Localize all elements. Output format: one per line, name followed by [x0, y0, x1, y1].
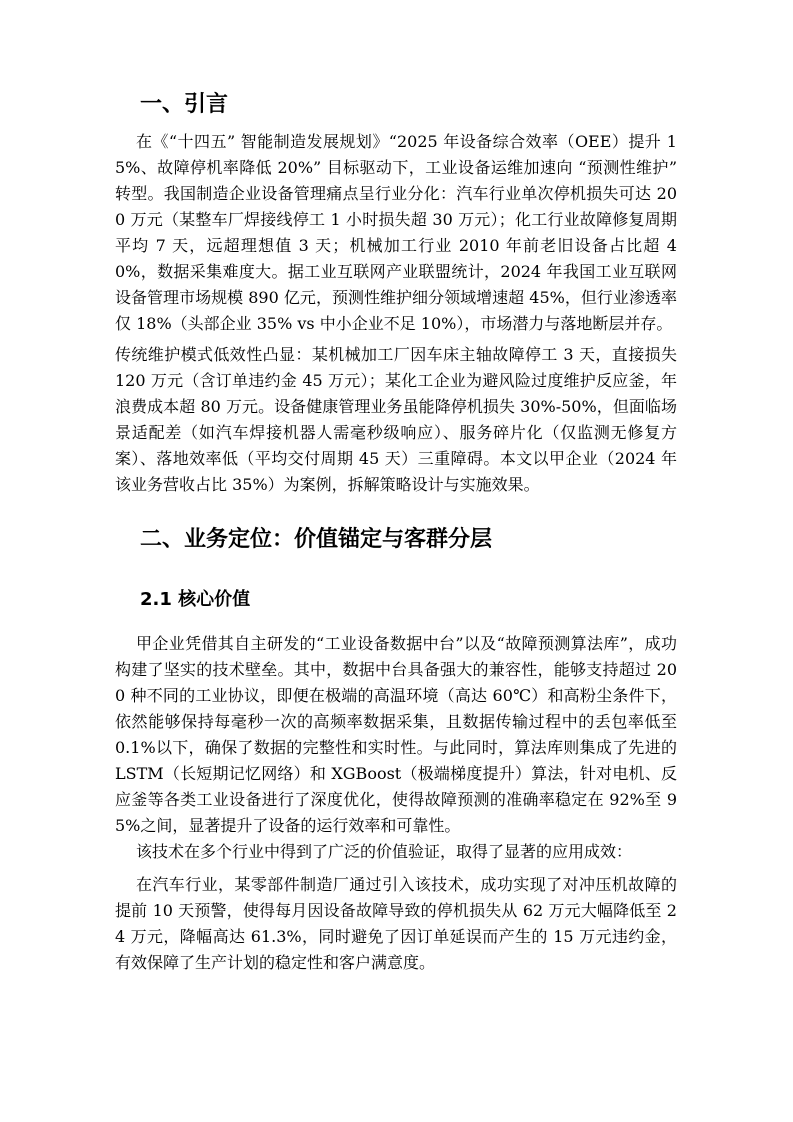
paragraph-core-value-technology: 甲企业凭借其自主研发的“工业设备数据中台”以及“故障预测算法库”，成功构建了坚实的技术壁垒。其中，数据中台具备强大的兼容性，能够支持超过 200 种不同的工业协议，即便在极端的高温环境（高达 60℃）和高粉尘条件下，依然能够保持每毫秒一次的高频率数据采集，且数据传输过程中的丢包率低至 0.1%以下，确保了数据的完整性和实时性。与此同时，算法库则集成了先进的 LSTM（长短期记忆网络）和 XGBoost（极端梯度提升）算法，针对电机、反应釜等各类工业设备进行了深度优化，使得故障预测的准确率稳定在 92%至 95%之间，显著提升了设备的运行效率和可靠性。: [115, 634, 677, 835]
paragraph-automotive-case: 在汽车行业，某零部件制造厂通过引入该技术，成功实现了对冲压机故障的提前 10 天预警，使得每月因设备故障导致的停机损失从 62 万元大幅降低至 24 万元，降幅高达 61.3%，同时避免了因订单延误而产生的 15 万元违约金，有效保障了生产计划的稳定性和客户满意度。: [115, 875, 677, 972]
paragraph-traditional-maintenance-inefficiency: 传统维护模式低效性凸显：某机械加工厂因车床主轴故障停工 3 天，直接损失 120 万元（含订单违约金 45 万元）；某化工企业为避风险过度维护反应釜，年浪费成本超 80 万元。设备健康管理业务虽能降停机损失 30%-50%，但面临场景适配差（如汽车焊接机器人需毫秒级响应）、服务碎片化（仅监测无修复方案）、落地效率低（平均交付周期 45 天）三重障碍。本文以甲企业（2024 年该业务营收占比 35%）为案例，拆解策略设计与实施效果。: [115, 345, 677, 494]
section-1-heading: 一、引言: [140, 92, 229, 117]
section-2-heading: 二、业务定位：价值锚定与客群分层: [140, 527, 493, 552]
subsection-2-1-heading: 2.1 核心价值: [140, 589, 251, 610]
paragraph-value-validation-intro: 该技术在多个行业中得到了广泛的价值验证，取得了显著的应用成效：: [136, 842, 633, 861]
paragraph-industry-pain-points: 在《“十四五” 智能制造发展规划》“2025 年设备综合效率（OEE）提升 15%、故障停机率降低 20%” 目标驱动下，工业设备运维加速向 “预测性维护” 转型。我国制造企业设备管理痛点呈行业分化：汽车行业单次停机损失可达 200 万元（某整车厂焊接线停工 1 小时损失超 30 万元）；化工行业故障修复周期平均 7 天，远超理想值 3 天；机械加工行业 2010 年前老旧设备占比超 40%，数据采集难度大。据工业互联网产业联盟统计，2024 年我国工业互联网设备管理市场规模 890 亿元，预测性维护细分领域增速超 45%，但行业渗透率仅 18%（头部企业 35% vs 中小企业不足 10%），市场潜力与落地断层并存。: [115, 132, 677, 333]
